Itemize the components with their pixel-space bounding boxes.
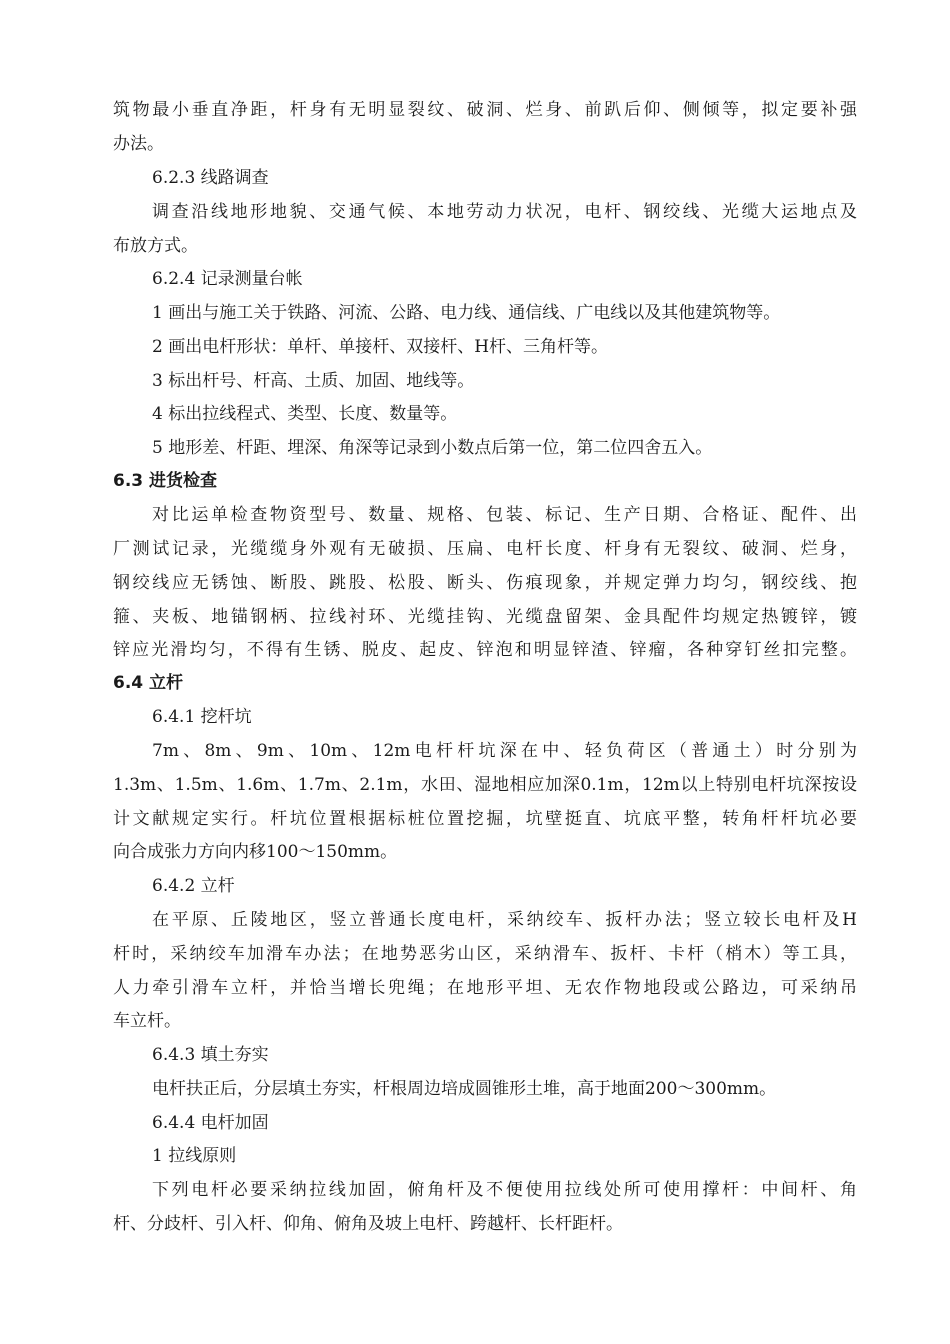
text-line: 电杆扶正后，分层填土夯实，杆根周边培成圆锥形土堆，高于地面200～300mm。 [152, 1079, 777, 1099]
text-line: 计文献规定实行。杆坑位置根据标桩位置挖掘，坑壁挺直、坑底平整，转角杆杆坑必要 [113, 809, 857, 829]
list-item: 2 画出电杆形状：单杆、单接杆、双接杆、H杆、三角杆等。 [152, 337, 609, 357]
section-heading-bold: 6.3 进货检查 [113, 471, 218, 491]
text-line: 调查沿线地形地貌、交通气候、本地劳动力状况，电杆、钢绞线、光缆大运地点及 [152, 202, 857, 222]
section-heading: 6.4.4 电杆加固 [152, 1113, 269, 1133]
list-item: 1 画出与施工关于铁路、河流、公路、电力线、通信线、广电线以及其他建筑物等。 [152, 303, 781, 323]
text-line: 1.3m、1.5m、1.6m、1.7m、2.1m，水田、湿地相应加深0.1m，12m以上特别电杆坑深按设 [113, 775, 857, 795]
text-line: 锌应光滑均匀，不得有生锈、脱皮、起皮、锌泡和明显锌渣、锌瘤，各种穿钉丝扣完整。 [113, 640, 857, 660]
text-line: 筑物最小垂直净距，杆身有无明显裂纹、破洞、烂身、前趴后仰、侧倾等，拟定要补强 [113, 100, 857, 120]
section-heading: 6.4.3 填土夯实 [152, 1045, 269, 1065]
text-line: 办法。 [113, 134, 164, 154]
section-heading: 6.4.1 挖杆坑 [152, 707, 252, 727]
section-heading: 6.2.3 线路调查 [152, 168, 269, 188]
text-line: 向合成张力方向内移100～150mm。 [113, 842, 398, 862]
text-line: 厂测试记录，光缆缆身外观有无破损、压扁、电杆长度、杆身有无裂纹、破洞、烂身， [113, 539, 857, 559]
text-line: 杆、分歧杆、引入杆、仰角、俯角及坡上电杆、跨越杆、长杆距杆。 [113, 1214, 623, 1234]
text-line: 下列电杆必要采纳拉线加固，俯角杆及不便使用拉线处所可使用撑杆：中间杆、角 [152, 1180, 857, 1200]
text-line: 7m、8m、9m、10m、12m电杆杆坑深在中、轻负荷区（普通土）时分别为 [152, 741, 857, 761]
text-line: 在平原、丘陵地区，竖立普通长度电杆，采纳绞车、扳杆办法；竖立较长电杆及H [152, 910, 857, 930]
section-heading: 6.4.2 立杆 [152, 876, 235, 896]
text-line: 车立杆。 [113, 1011, 181, 1031]
text-line: 人力牵引滑车立杆，并恰当增长兜绳；在地形平坦、无农作物地段或公路边，可采纳吊 [113, 978, 857, 998]
text-line: 钢绞线应无锈蚀、断股、跳股、松股、断头、伤痕现象，并规定弹力均匀，钢绞线、抱 [113, 573, 857, 593]
text-line: 杆时，采纳绞车加滑车办法；在地势恶劣山区，采纳滑车、扳杆、卡杆（梢木）等工具， [113, 944, 857, 964]
section-heading: 6.2.4 记录测量台帐 [152, 269, 303, 289]
list-item: 5 地形差、杆距、埋深、角深等记录到小数点后第一位，第二位四舍五入。 [152, 438, 713, 458]
list-item: 1 拉线原则 [152, 1146, 237, 1166]
list-item: 4 标出拉线程式、类型、长度、数量等。 [152, 404, 458, 424]
section-heading-bold: 6.4 立杆 [113, 673, 184, 693]
text-line: 箍、夹板、地锚钢柄、拉线衬环、光缆挂钩、光缆盘留架、金具配件均规定热镀锌，镀 [113, 607, 857, 627]
text-line: 布放方式。 [113, 236, 198, 256]
text-line: 对比运单检查物资型号、数量、规格、包装、标记、生产日期、合格证、配件、出 [152, 505, 857, 525]
list-item: 3 标出杆号、杆高、土质、加固、地线等。 [152, 371, 475, 391]
